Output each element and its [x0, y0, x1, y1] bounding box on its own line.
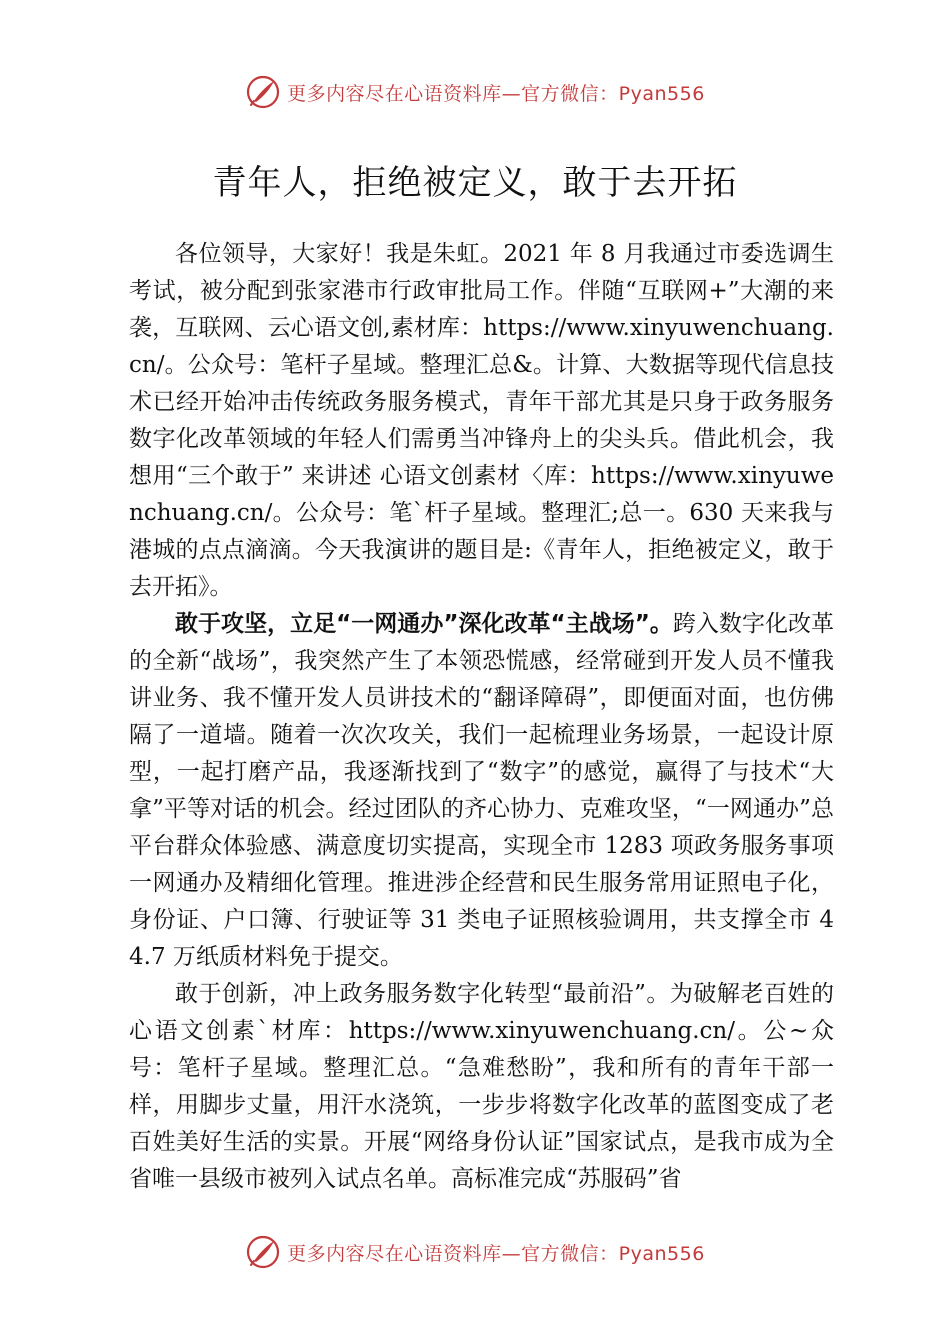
- document-body: [129, 236, 834, 1198]
- paragraph-2: [129, 606, 834, 976]
- footer-watermark-banner: [0, 1232, 950, 1272]
- banner-text: 更多内容尽在心语资料库—官方微信：Pyan556: [287, 1242, 705, 1265]
- paragraph-2-lead: 敢于攻坚，立足“一网通办”深化改革“主战场”。: [175, 611, 673, 637]
- banner-text: 更多内容尽在心语资料库—官方微信：Pyan556: [287, 82, 705, 105]
- header-watermark-banner: [0, 72, 950, 112]
- paragraph-2-text: 跨入数字化改革的全新“战场”，我突然产生了本领恐慌感，经常碰到开发人员不懂我讲业务、我不懂开发人员讲技术的“翻译障碍”，即便面对面，也仿佛隔了一道墙。随着一次次攻关，我们一起梳理业务场景，一起设计原型，一起打磨产品，我逐渐找到了“数字”的感觉，赢得了与技术“大拿”平等对话的机会。经过团队的齐心协力、克难攻坚，“一网通办”总平台群众体验感、满意度切实提高，实现全市 1283 项政务服务事项一网通办及精细化管理。推进涉企经营和民生服务常用证照电子化，身份证、户口簿、行驶证等 31 类电子证照核验调用，共支撑全市 44.7 万纸质材料免于提交。: [129, 611, 835, 970]
- paragraph-3: [129, 976, 834, 1198]
- paragraph-1: [129, 236, 834, 606]
- paragraph-1-text: 各位领导，大家好！我是朱虹。2021 年 8 月我通过市委选调生考试，被分配到张家港市行政审批局工作。伴随“互联网+”大潮的来袭，互联网、云心语文创,素材库：https://www.xinyuwenchuang.cn/。公众号：笔杆子星域。整理汇总&。计算、大数据等现代信息技术已经开始冲击传统政务服务模式，青年干部尤其是只身于政务服务数字化改革领域的年轻人们需勇当冲锋舟上的尖头兵。借此机会，我想用“三个敢于” 来讲述 心语文创素材〈库：https://www.xinyuwenchuang.cn/。公众号：笔`杆子星域。整理汇;总一。630 天来我与港城的点点滴滴。今天我演讲的题目是:《青年人，拒绝被定义，敢于去开拓》。: [129, 241, 834, 600]
- paragraph-3-text: 敢于创新，冲上政务服务数字化转型“最前沿”。为破解老百姓的心语文创素`材库：https://www.xinyuwenchuang.cn/。公~众号：笔杆子星域。整理汇总。“急难愁盼”，我和所有的青年干部一样，用脚步丈量，用汗水浇筑，一步步将数字化改革的蓝图变成了老百姓美好生活的实景。开展“网络身份认证”国家试点，是我市成为全省唯一县级市被列入试点名单。高标准完成“苏服码”省: [129, 981, 834, 1192]
- page-title: 青年人，拒绝被定义，敢于去开拓: [212, 163, 738, 203]
- quill-logo-icon: [245, 74, 281, 110]
- quill-logo-icon: [245, 1234, 281, 1270]
